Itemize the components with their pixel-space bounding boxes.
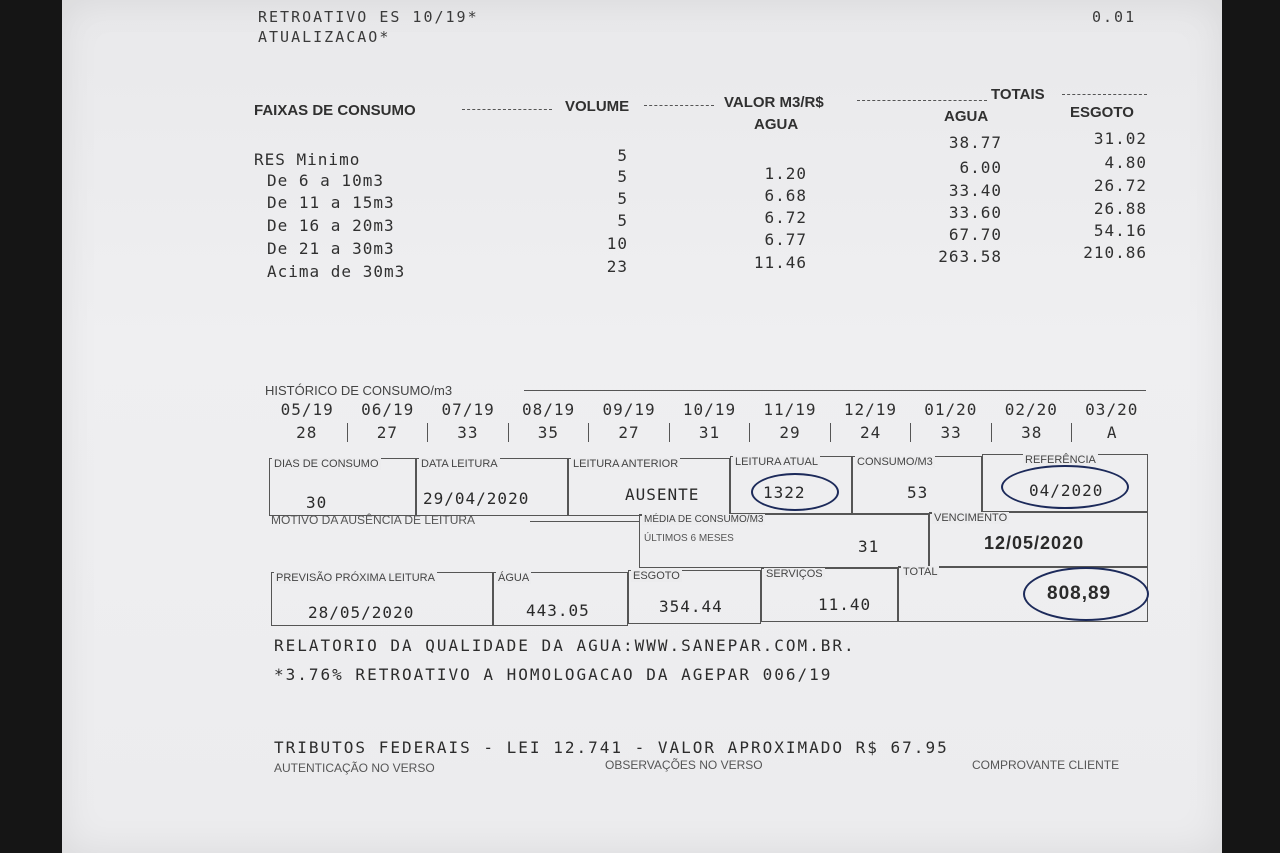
media-box: [639, 514, 929, 568]
media-sub-label: ÚLTIMOS 6 MESES: [644, 533, 734, 544]
media-value: 31: [858, 537, 880, 556]
leitura-anterior-label: LEITURA ANTERIOR: [573, 458, 679, 470]
esgoto-value: 354.44: [659, 597, 723, 616]
row-label: RES Minimo: [254, 150, 361, 169]
historico-value: 33: [910, 423, 991, 442]
row-agua: 6.00: [959, 158, 1002, 177]
row-valor: 6.77: [764, 230, 807, 249]
row-volume: 10: [606, 234, 628, 253]
header-totais: TOTAIS: [991, 86, 1045, 103]
leitura-atual-box: [730, 456, 852, 514]
esgoto-label: ESGOTO: [633, 570, 680, 582]
row-agua: 263.58: [938, 247, 1002, 266]
row-valor: 6.68: [764, 186, 807, 205]
historico-value: 35: [508, 423, 589, 442]
historico-grid: [267, 400, 1152, 442]
header-agua: AGUA: [944, 108, 989, 125]
observacoes-label: OBSERVAÇÕES NO VERSO: [605, 758, 763, 772]
row-agua: 67.70: [948, 225, 1002, 244]
row-label: De 6 a 10m3: [267, 171, 384, 190]
servicos-label: SERVIÇOS: [766, 568, 823, 580]
total-value: 808,89: [1047, 583, 1112, 604]
first-total-esgoto: 31.02: [1093, 129, 1147, 148]
data-leitura-box: [416, 458, 568, 516]
motivo-label: MOTIVO DA AUSÊNCIA DE LEITURA: [271, 513, 476, 527]
row-label: Acima de 30m3: [267, 262, 406, 281]
historico-month: 06/19: [361, 400, 415, 419]
historico-value: 29: [749, 423, 830, 442]
header-volume: VOLUME: [565, 98, 630, 115]
servicos-box: [761, 568, 898, 622]
historico-value: 31: [669, 423, 750, 442]
vencimento-label: VENCIMENTO: [934, 512, 1008, 524]
first-total-agua: 38.77: [948, 133, 1002, 152]
header-dash-3: [857, 100, 987, 101]
vencimento-box: [929, 512, 1148, 568]
total-circle: [1023, 567, 1149, 621]
leitura-atual-label: LEITURA ATUAL: [735, 456, 818, 468]
data-leitura-label: DATA LEITURA: [421, 458, 498, 470]
historico-value: 33: [427, 423, 508, 442]
dias-label: DIAS DE CONSUMO: [274, 458, 379, 470]
row-esgoto: 210.86: [1083, 243, 1147, 262]
row-esgoto: 4.80: [1104, 153, 1147, 172]
previsao-value: 28/05/2020: [308, 603, 415, 622]
historico-value: 38: [991, 423, 1072, 442]
qualidade-line: RELATORIO DA QUALIDADE DA AGUA:WWW.SANEPAR.COM.BR.: [274, 636, 856, 655]
row-label: De 21 a 30m3: [267, 239, 395, 258]
historico-months: [267, 400, 1152, 419]
row-agua: 33.60: [948, 203, 1002, 222]
row-volume: 5: [617, 189, 628, 208]
historico-month: 10/19: [682, 400, 737, 419]
historico-month: 03/20: [1085, 400, 1139, 419]
historico-month: 12/19: [843, 400, 897, 419]
consumo-label: CONSUMO/M3: [857, 456, 933, 468]
header-valor-sub: AGUA: [754, 116, 799, 133]
referencia-box: [982, 454, 1148, 512]
historico-line: [524, 390, 1146, 391]
media-label: MÉDIA DE CONSUMO/M3: [644, 514, 764, 525]
retroativo-line: *3.76% RETROATIVO A HOMOLOGACAO DA AGEPAR 006/19: [274, 665, 833, 684]
data-leitura-value: 29/04/2020: [423, 489, 530, 508]
leitura-atual-circle: [751, 473, 839, 511]
row-volume: 5: [617, 167, 628, 186]
leitura-anterior-value: AUSENTE: [625, 485, 700, 504]
row-agua: 33.40: [948, 181, 1002, 200]
referencia-label: REFERÊNCIA: [1025, 454, 1096, 466]
leitura-anterior-box: [568, 458, 730, 516]
historico-title: HISTÓRICO DE CONSUMO/m3: [265, 383, 453, 398]
historico-value: 27: [588, 423, 669, 442]
historico-value: 24: [830, 423, 911, 442]
esgoto-box: [628, 570, 761, 624]
servicos-value: 11.40: [818, 595, 872, 614]
previsao-box: [271, 572, 493, 626]
agua-label: ÁGUA: [498, 572, 530, 584]
dias-value: 30: [306, 493, 328, 512]
row-esgoto: 54.16: [1093, 221, 1147, 240]
top-line-2: ATUALIZACAO*: [258, 28, 391, 46]
row-valor: 6.72: [764, 208, 807, 227]
autenticacao-label: AUTENTICAÇÃO NO VERSO: [274, 761, 435, 775]
top-line-1-value: 0.01: [1092, 8, 1137, 26]
historico-month: 07/19: [441, 400, 495, 419]
header-dash-4: [1062, 94, 1147, 95]
row-valor: 1.20: [764, 164, 807, 183]
row-esgoto: 26.88: [1093, 199, 1147, 218]
referencia-circle: [1001, 465, 1129, 509]
referencia-value: 04/2020: [1029, 481, 1104, 500]
leitura-atual-value: 1322: [763, 483, 806, 502]
agua-box: [493, 572, 628, 626]
historico-month: 01/20: [924, 400, 978, 419]
header-dash-2: [644, 105, 714, 106]
receipt-paper: [62, 0, 1222, 853]
row-label: De 16 a 20m3: [267, 216, 395, 235]
dias-box: [269, 458, 416, 516]
historico-month: 05/19: [280, 400, 334, 419]
row-volume: 5: [617, 211, 628, 230]
vencimento-value: 12/05/2020: [984, 533, 1085, 553]
historico-values: [267, 423, 1152, 442]
header-valor: VALOR M3/R$: [724, 94, 824, 111]
motivo-line: [530, 521, 640, 522]
historico-month: 08/19: [522, 400, 576, 419]
header-esgoto: ESGOTO: [1070, 104, 1134, 121]
header-faixas: FAIXAS DE CONSUMO: [254, 102, 416, 119]
consumo-value: 53: [907, 483, 929, 502]
total-label: TOTAL: [903, 566, 938, 578]
top-line-1: RETROATIVO ES 10/19*: [258, 8, 479, 26]
tributos-line: TRIBUTOS FEDERAIS - LEI 12.741 - VALOR APROXIMADO R$ 67.95: [274, 738, 949, 757]
previsao-label: PREVISÃO PRÓXIMA LEITURA: [276, 572, 435, 584]
historico-month: 02/20: [1004, 400, 1058, 419]
comprovante-label: COMPROVANTE CLIENTE: [972, 758, 1120, 772]
header-dash-1: [462, 109, 552, 110]
historico-month: 11/19: [763, 400, 817, 419]
historico-value: A: [1071, 423, 1152, 442]
total-box: [898, 566, 1148, 622]
historico-value: 28: [296, 423, 318, 442]
historico-month: 09/19: [602, 400, 656, 419]
consumo-box: [852, 456, 982, 514]
row-valor: 11.46: [753, 253, 807, 272]
row-volume: 23: [606, 257, 628, 276]
row-esgoto: 26.72: [1093, 176, 1147, 195]
historico-value: 27: [347, 423, 428, 442]
row-label: De 11 a 15m3: [267, 193, 395, 212]
agua-value: 443.05: [526, 601, 590, 620]
row-volume: 5: [617, 146, 628, 165]
